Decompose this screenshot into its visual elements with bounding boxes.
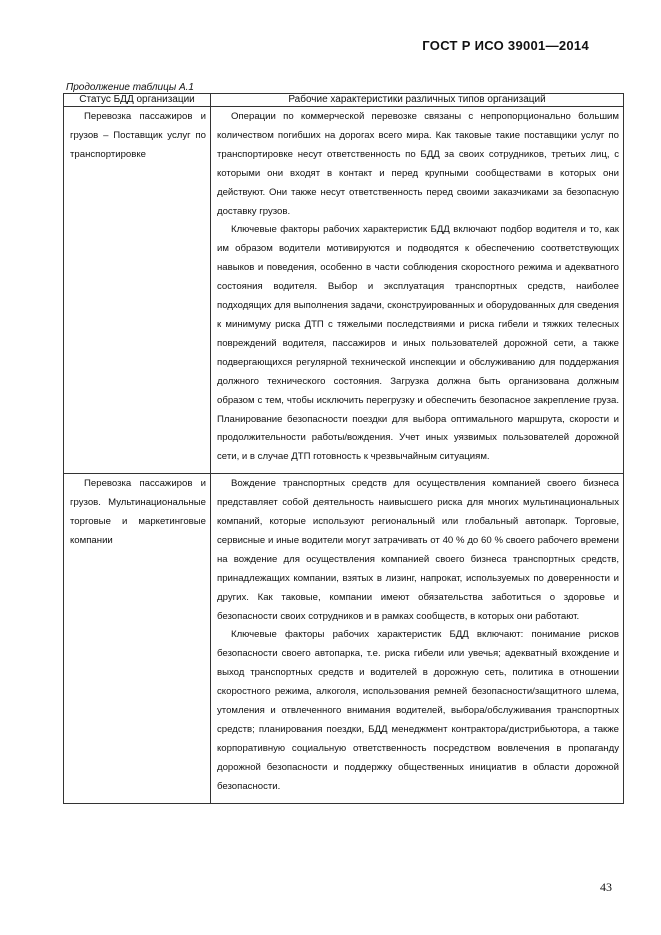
characteristics-cell	[211, 107, 624, 474]
status-text: Перевозка пассажиров и грузов – Поставщик услуг по транспортировке	[70, 111, 206, 160]
table-header-row	[64, 94, 624, 107]
characteristics-paragraph: Вождение транспортных средств для осуществления компанией своего бизнеса представляет собой деятельность наивысшего риска для многих мультинациональных компаний, которые используют региональный или глобальный автопарк. Торговые, сервисные и иные водители могут затрачивать от 40 % до 60 % своего рабочего времени на вождение для осуществления компанией своего бизнеса транспортных средств, принадлежащих компании, взятых в лизинг, напрокат, используемых по доверенности и других. Как таковые, компании имеют обязательства заботиться о здоровье и безопасности своих сотрудников и в рамках сообществ, в которых они работают.	[217, 478, 619, 622]
page-number: 43	[600, 880, 612, 894]
status-cell	[64, 474, 211, 803]
characteristics-paragraph: Ключевые факторы рабочих характеристик БДД включают подбор водителя и то, как им образом водители мотивируются и подводятся к обеспечению соответствующих навыков и поведения, особенно в части соблюдения скоростного режима и адекватного состояния водителя. Выбор и эксплуатация транспортных средств, наиболее подходящих для выполнения задачи, сконструированных и оборудованных для сведения к минимуму риска ДТП с тяжелыми последствиями и риска гибели и тяжких телесных повреждений водителя, пассажиров и иных пользователей дорожной сети, а также подвергающихся регулярной технической инспекции и обслуживанию для поддержания должного технического состояния. Загрузка должна быть организована должным образом с тем, чтобы исключить перегрузку и обеспечить безопасное закрепление груза. Планирование безопасности поездки для выбора оптимального маршрута, скорости и продолжительности работы/вождения. Учет иных уязвимых пользователей дорожной сети, и в случае ДТП готовность к чрезвычайным ситуациям.	[217, 224, 619, 463]
column-header-status: Статус БДД организации	[64, 94, 211, 107]
characteristics-paragraph: Операции по коммерческой перевозке связаны с непропорционально большим количеством погибших на дорогах всего мира. Как таковые такие поставщики услуг по транспортировке несут ответственность по БДД за своих сотрудников, третьих лиц, с которыми они входят в контакт и перед крупными сообществами в которых они действуют. Они также несут ответственность перед своими заказчиками за безопасную доставку грузов.	[217, 111, 619, 217]
characteristics-paragraph: Ключевые факторы рабочих характеристик БДД включают: понимание рисков безопасности своего автопарка, т.е. риска гибели или увечья; адекватный вхождение и выход транспортных средств и водителей в дорожную сеть, политика в отношении скоростного режима, алкоголя, использования ремней безопасности/защитного шлема, утомления и отвлеченного внимания водителей, выбора/обслуживания транспортных средств; планирования поездки, БДД менеджмент контрактора/дистрибьютора, а также корпоративную социальную ответственность посредством вовлечения в пропаганду дорожной безопасности и поддержку общественных инициатив в области дорожной безопасности.	[217, 629, 619, 792]
column-header-characteristics: Рабочие характеристики различных типов организаций	[211, 94, 624, 107]
characteristics-cell	[211, 474, 624, 803]
status-text: Перевозка пассажиров и грузов. Мультинациональные торговые и маркетинговые компании	[70, 478, 206, 546]
standard-designation: ГОСТ Р ИСО 39001—2014	[422, 38, 589, 53]
characteristics-table	[63, 93, 624, 804]
table-row	[64, 107, 624, 474]
table-caption: Продолжение таблицы А.1	[66, 82, 194, 93]
table-row	[64, 474, 624, 803]
status-cell	[64, 107, 211, 474]
